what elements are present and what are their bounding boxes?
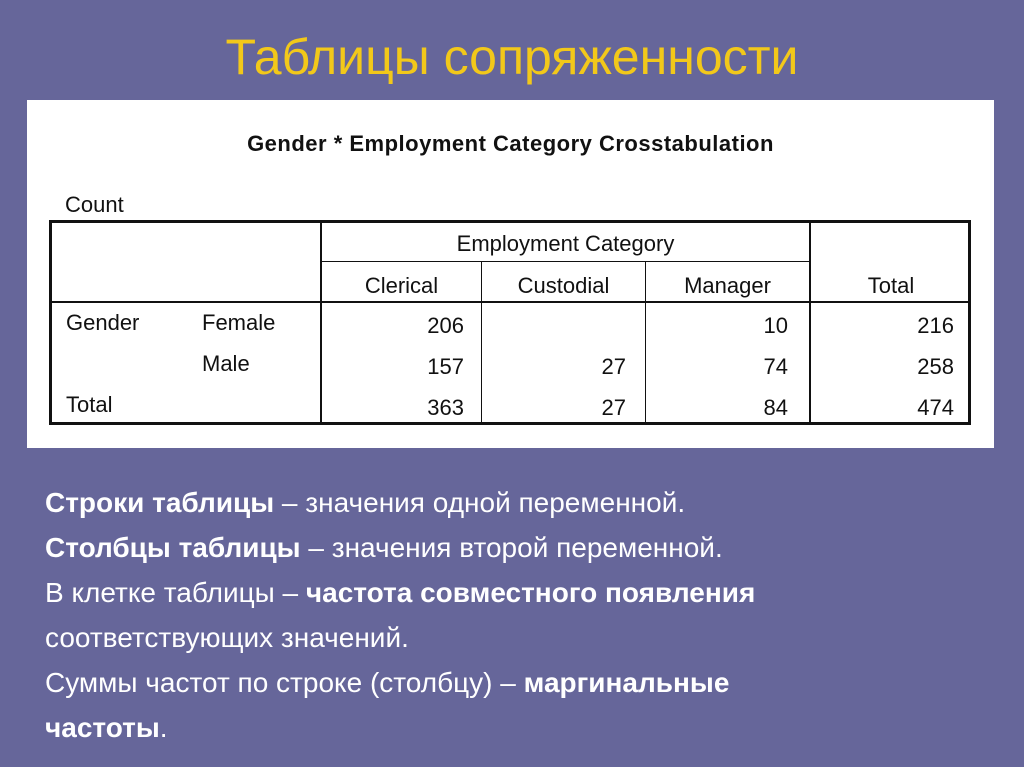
description-fragment: – значения второй переменной. [300,532,723,563]
table-cell: 216 [917,313,954,338]
description-fragment: В клетке таблицы – [45,577,306,608]
description-line [45,660,1005,705]
bold-term: Столбцы таблицы [45,532,301,563]
column-header-clerical: Clerical [364,273,439,298]
description-fragment: – значения одной переменной. [274,487,686,518]
column-divider [481,303,482,422]
description-line [45,480,1005,525]
table-cell: 363 [427,395,464,420]
slide-title: Таблицы сопряженности [225,29,799,85]
table-cell: 206 [427,313,464,338]
bold-term: частоты [45,712,160,743]
row-label-male: Male [202,351,250,376]
description-line [45,705,1005,750]
description-line [45,615,1005,660]
bold-term: частота совместного появления [305,577,756,608]
column-header-custodial: Custodial [517,273,610,298]
table-cell: 157 [427,354,464,379]
column-header-manager: Manager [684,273,771,298]
description-fragment: . [159,712,168,743]
column-group-header: Employment Category [456,231,675,256]
table-cell: 84 [763,395,788,420]
table-cell: 74 [763,354,788,379]
row-variable-label: Gender [66,310,140,335]
bold-term: маргинальные [523,667,730,698]
crosstab-panel [27,100,994,448]
description-fragment: Суммы частот по строке (столбцу) – [45,667,524,698]
crosstab-title: Gender * Employment Category Crosstabulation [247,131,774,156]
table-cell: 27 [601,395,626,420]
count-label: Count [65,192,124,217]
table-cell: 27 [601,354,626,379]
total-column-divider [809,223,811,422]
row-label-female: Female [202,310,276,335]
group-header-divider [322,261,809,262]
description-line [45,525,1005,570]
column-divider [645,303,646,422]
description-line [45,570,1005,615]
table-cell: 258 [917,354,954,379]
table-cell: 10 [763,313,788,338]
description-fragment: соответствующих значений. [45,622,409,653]
bold-term: Строки таблицы [45,487,275,518]
description-text [45,480,1005,750]
column-header-total: Total [867,273,915,298]
row-label-total: Total [66,392,113,417]
header-bottom-divider [52,301,968,303]
table-cell: 474 [917,395,954,420]
crosstab-table [49,220,971,425]
